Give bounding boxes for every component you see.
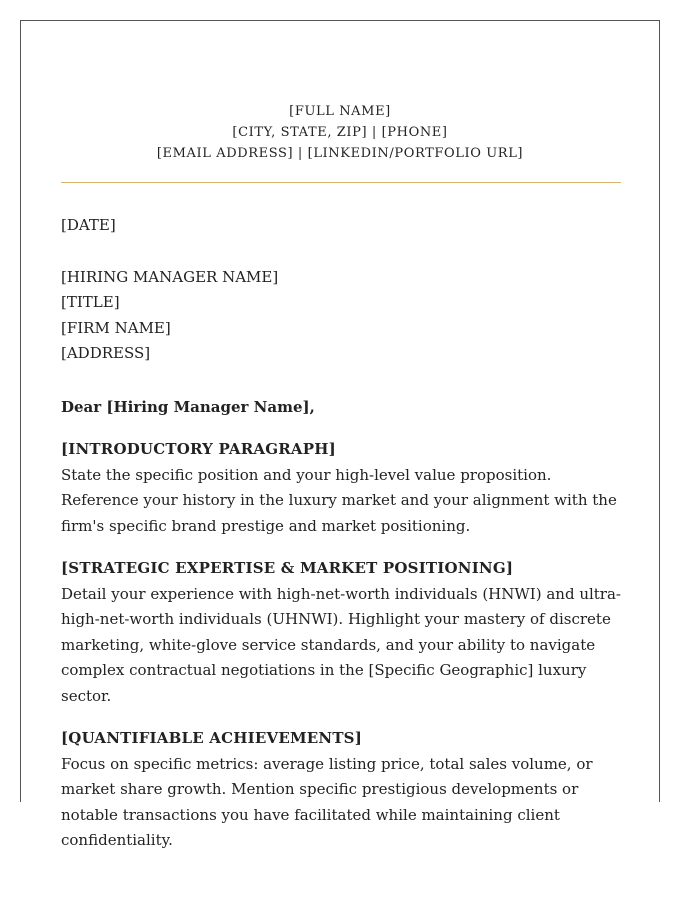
letterhead [21,101,659,164]
section-heading: [INTRODUCTORY PARAGRAPH] [61,440,336,458]
recipient-name: [HIRING MANAGER NAME] [61,267,279,286]
letter-date: [DATE] [61,216,116,234]
recipient-address: [ADDRESS] [61,344,151,362]
recipient-title: [TITLE] [61,293,120,311]
section-heading: [STRATEGIC EXPERTISE & MARKET POSITIONING] [61,559,514,577]
section-text: State the specific position and your high-level value proposition. Reference your history in the luxury market and your alignment with the firm's specific brand prestige and market positioning. [61,465,617,535]
recipient-firm: [FIRM NAME] [61,318,171,337]
letter-body [61,213,621,854]
recipient-block [61,265,621,367]
sender-name: [FULL NAME] [289,104,391,119]
section-strategic-expertise [61,556,621,709]
section-quantifiable-achievements [61,726,621,854]
section-heading: [QUANTIFIABLE ACHIEVEMENTS] [61,729,363,747]
header-divider [61,182,621,183]
salutation: Dear [Hiring Manager Name], [61,397,315,416]
sender-email-url: [EMAIL ADDRESS] | [LINKEDIN/PORTFOLIO URL] [156,146,524,161]
document-page [20,20,660,849]
section-text: Focus on specific metrics: average listing price, total sales volume, or market share growth. Mention specific prestigious developments or notable transactions you have facilitated while maintaining client confidentiality. [61,754,593,849]
section-introductory [61,437,621,539]
sender-location-phone: [CITY, STATE, ZIP] | [PHONE] [232,125,448,140]
section-text: Detail your experience with high-net-worth individuals (HNWI) and ultra-high-net-worth individuals (UHNWI). Highlight your mastery of discrete marketing, white-glove service standards, and your ability to navigate complex contractual negotiations in the [Specific Geographic] luxury sector. [61,584,621,705]
